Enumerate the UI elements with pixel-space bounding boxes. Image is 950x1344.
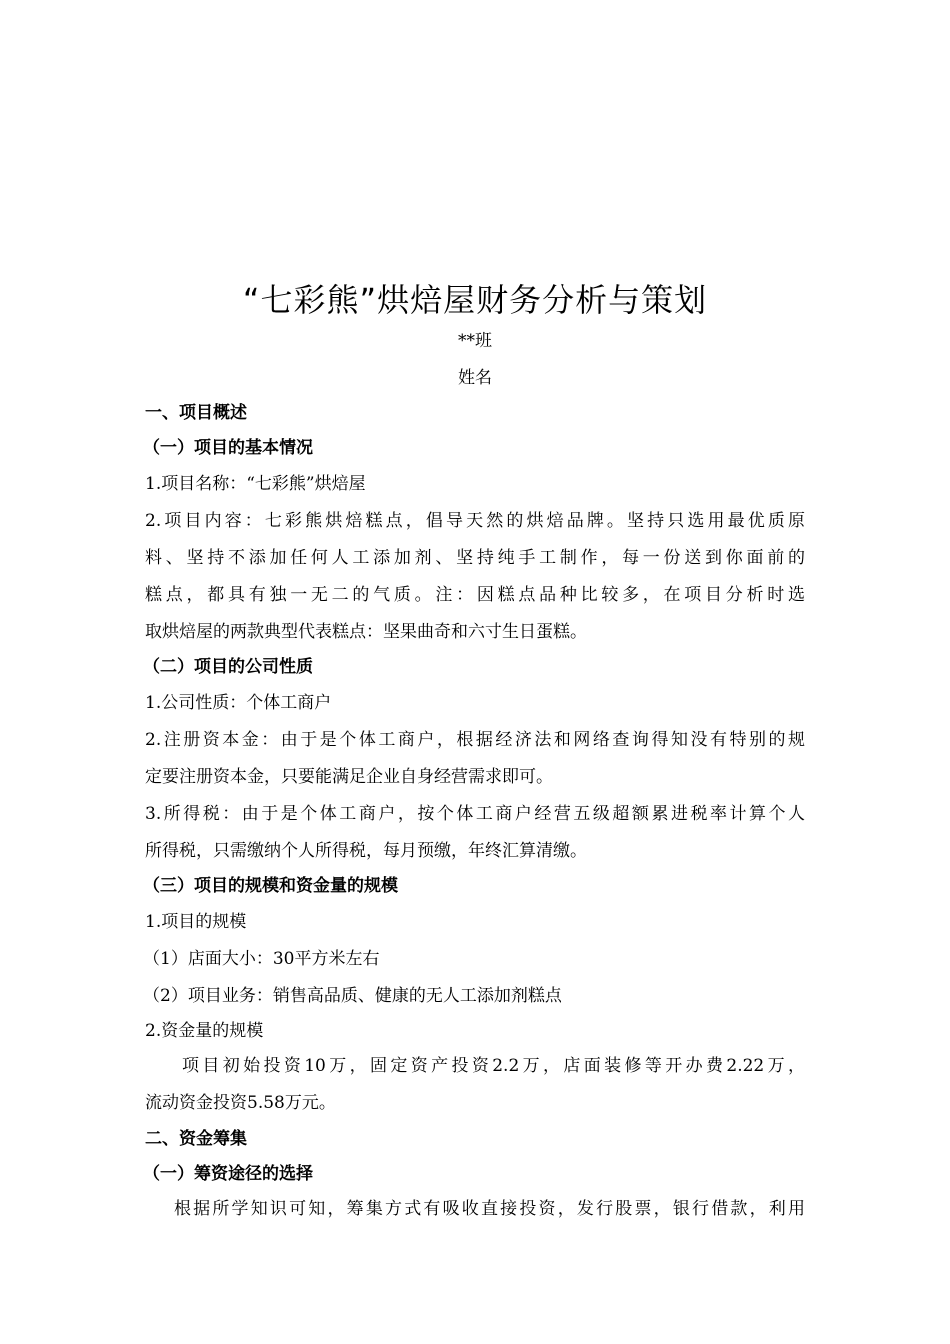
- subsection-heading-basic-info: （一）项目的基本情况: [143, 438, 313, 458]
- project-content-line-4: 取烘焙屋的两款典型代表糕点：坚果曲奇和六寸生日蛋糕。: [145, 622, 587, 642]
- section-heading-fundraising: 二、资金筹集: [145, 1129, 247, 1149]
- class-line: **班: [458, 331, 492, 351]
- section-heading-overview: 一、项目概述: [145, 403, 247, 423]
- registered-capital-line-2: 定要注册资本金，只要能满足企业自身经营需求即可。: [145, 767, 553, 787]
- company-nature-line: 1.公司性质：个体工商户: [145, 693, 332, 713]
- income-tax-line-1: 3.所得税：由于是个体工商户，按个体工商户经营五级超额累进税率计算个人: [145, 804, 805, 824]
- author-name: 姓名: [458, 368, 492, 388]
- project-content-line-3: 糕点，都具有独一无二的气质。注：因糕点品种比较多，在项目分析时选: [145, 585, 805, 605]
- store-size-line: （1）店面大小：30平方米左右: [143, 949, 380, 969]
- project-content-line-2: 料、坚持不添加任何人工添加剂、坚持纯手工制作，每一份送到你面前的: [145, 548, 805, 568]
- subsection-heading-scale: （三）项目的规模和资金量的规模: [143, 876, 398, 896]
- subsection-heading-company-nature: （二）项目的公司性质: [143, 657, 313, 677]
- project-content-line-1: 2.项目内容：七彩熊烘焙糕点，倡导天然的烘焙品牌。坚持只选用最优质原: [145, 511, 805, 531]
- subsection-heading-financing-route: （一）筹资途径的选择: [143, 1164, 313, 1184]
- document-title: “七彩熊”烘焙屋财务分析与策划: [242, 281, 708, 319]
- project-name-line: 1.项目名称：“七彩熊”烘焙屋: [145, 474, 366, 494]
- financing-route-line-1: 根据所学知识可知，筹集方式有吸收直接投资，发行股票，银行借款，利用: [174, 1199, 805, 1219]
- capital-scale-text-line-2: 流动资金投资5.58万元。: [145, 1093, 336, 1113]
- project-business-line: （2）项目业务：销售高品质、健康的无人工添加剂糕点: [143, 986, 562, 1006]
- registered-capital-line-1: 2.注册资本金：由于是个体工商户，根据经济法和网络查询得知没有特别的规: [145, 730, 805, 750]
- capital-scale-text-line-1: 项目初始投资10万，固定资产投资2.2万，店面装修等开办费2.22万，: [182, 1056, 805, 1076]
- project-scale-line: 1.项目的规模: [145, 912, 247, 932]
- income-tax-line-2: 所得税，只需缴纳个人所得税，每月预缴，年终汇算清缴。: [145, 841, 587, 861]
- capital-scale-line: 2.资金量的规模: [145, 1021, 264, 1041]
